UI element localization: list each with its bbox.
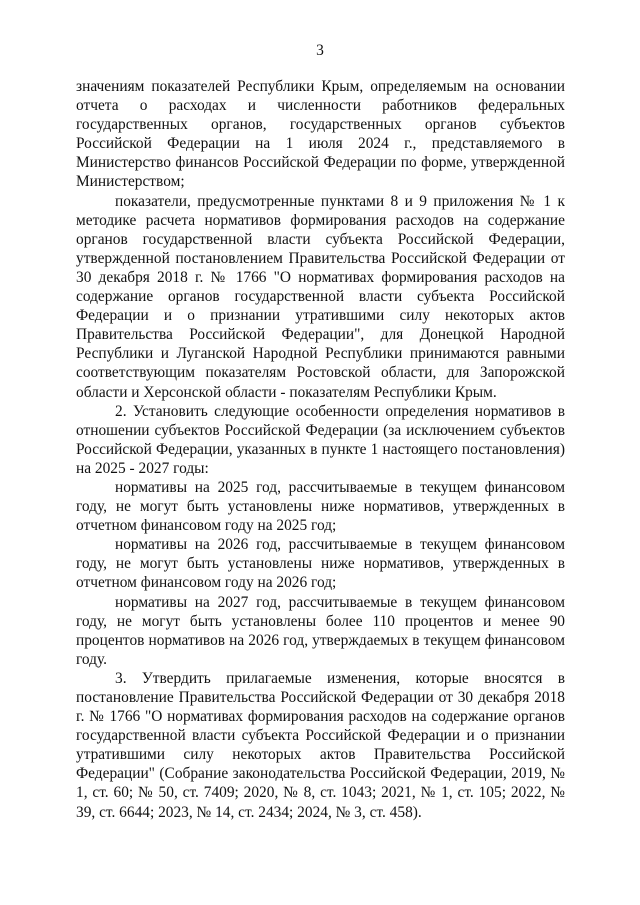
paragraph: нормативы на 2025 год, рассчитываемые в текущем финансовом году, не могут быть установлены ниже нормативов, утвержденных в отчетном финансовом году на 2025 год;	[76, 478, 565, 535]
paragraph: показатели, предусмотренные пунктами 8 и 9 приложения № 1 к методике расчета нормативов формирования расходов на содержание органов государственной власти субъекта Российской Федерации, утвержденной постановлением Правительства Российской Федерации от 30 декабря 2018 г. № 1766 "О нормативах формирования расходов на содержание органов государственной власти субъекта Российской Федерации и о признании утратившими силу некоторых актов Правительства Российской Федерации", для Донецкой Народной Республики и Луганской Народной Республики принимаются равными соответствующим показателям Ростовской области, для Запорожской области и Херсонской области - показателям Республики Крым.	[76, 192, 565, 401]
page-number: 3	[316, 42, 324, 59]
paragraph: нормативы на 2027 год, рассчитываемые в текущем финансовом году, не могут быть установлены более 110 процентов и менее 90 процентов нормативов на 2026 год, утверждаемых в текущем финансовом году.	[76, 593, 565, 668]
document-body	[76, 77, 565, 822]
paragraph: нормативы на 2026 год, рассчитываемые в текущем финансовом году, не могут быть установлены ниже нормативов, утвержденных в отчетном финансовом году на 2026 год;	[76, 536, 565, 592]
paragraph: значениям показателей Республики Крым, определяемым на основании отчета о расходах и численности работников федеральных государственных органов, государственных органов субъектов Российской Федерации на 1 июля 2024 г., представляемого в Министерство финансов Российской Федерации по форме, утвержденной Министерством;	[76, 78, 565, 191]
paragraph: 2. Установить следующие особенности определения нормативов в отношении субъектов Российской Федерации (за исключением субъектов Российской Федерации, указанных в пункте 1 настоящего постановления) на 2025 - 2027 годы:	[76, 402, 565, 477]
paragraph: 3. Утвердить прилагаемые изменения, которые вносятся в постановление Правительства Российской Федерации от 30 декабря 2018 г. № 1766 "О нормативах формирования расходов на содержание органов государственной власти субъекта Российской Федерации и о признании утратившими силу некоторых актов Правительства Российской Федерации" (Собрание законодательства Российской Федерации, 2019, № 1, ст. 60; № 50, ст. 7409; 2020, № 8, ст. 1043; 2021, № 1, ст. 105; 2022, № 39, ст. 6644; 2023, № 14, ст. 2434; 2024, № 3, ст. 458).	[76, 669, 565, 821]
